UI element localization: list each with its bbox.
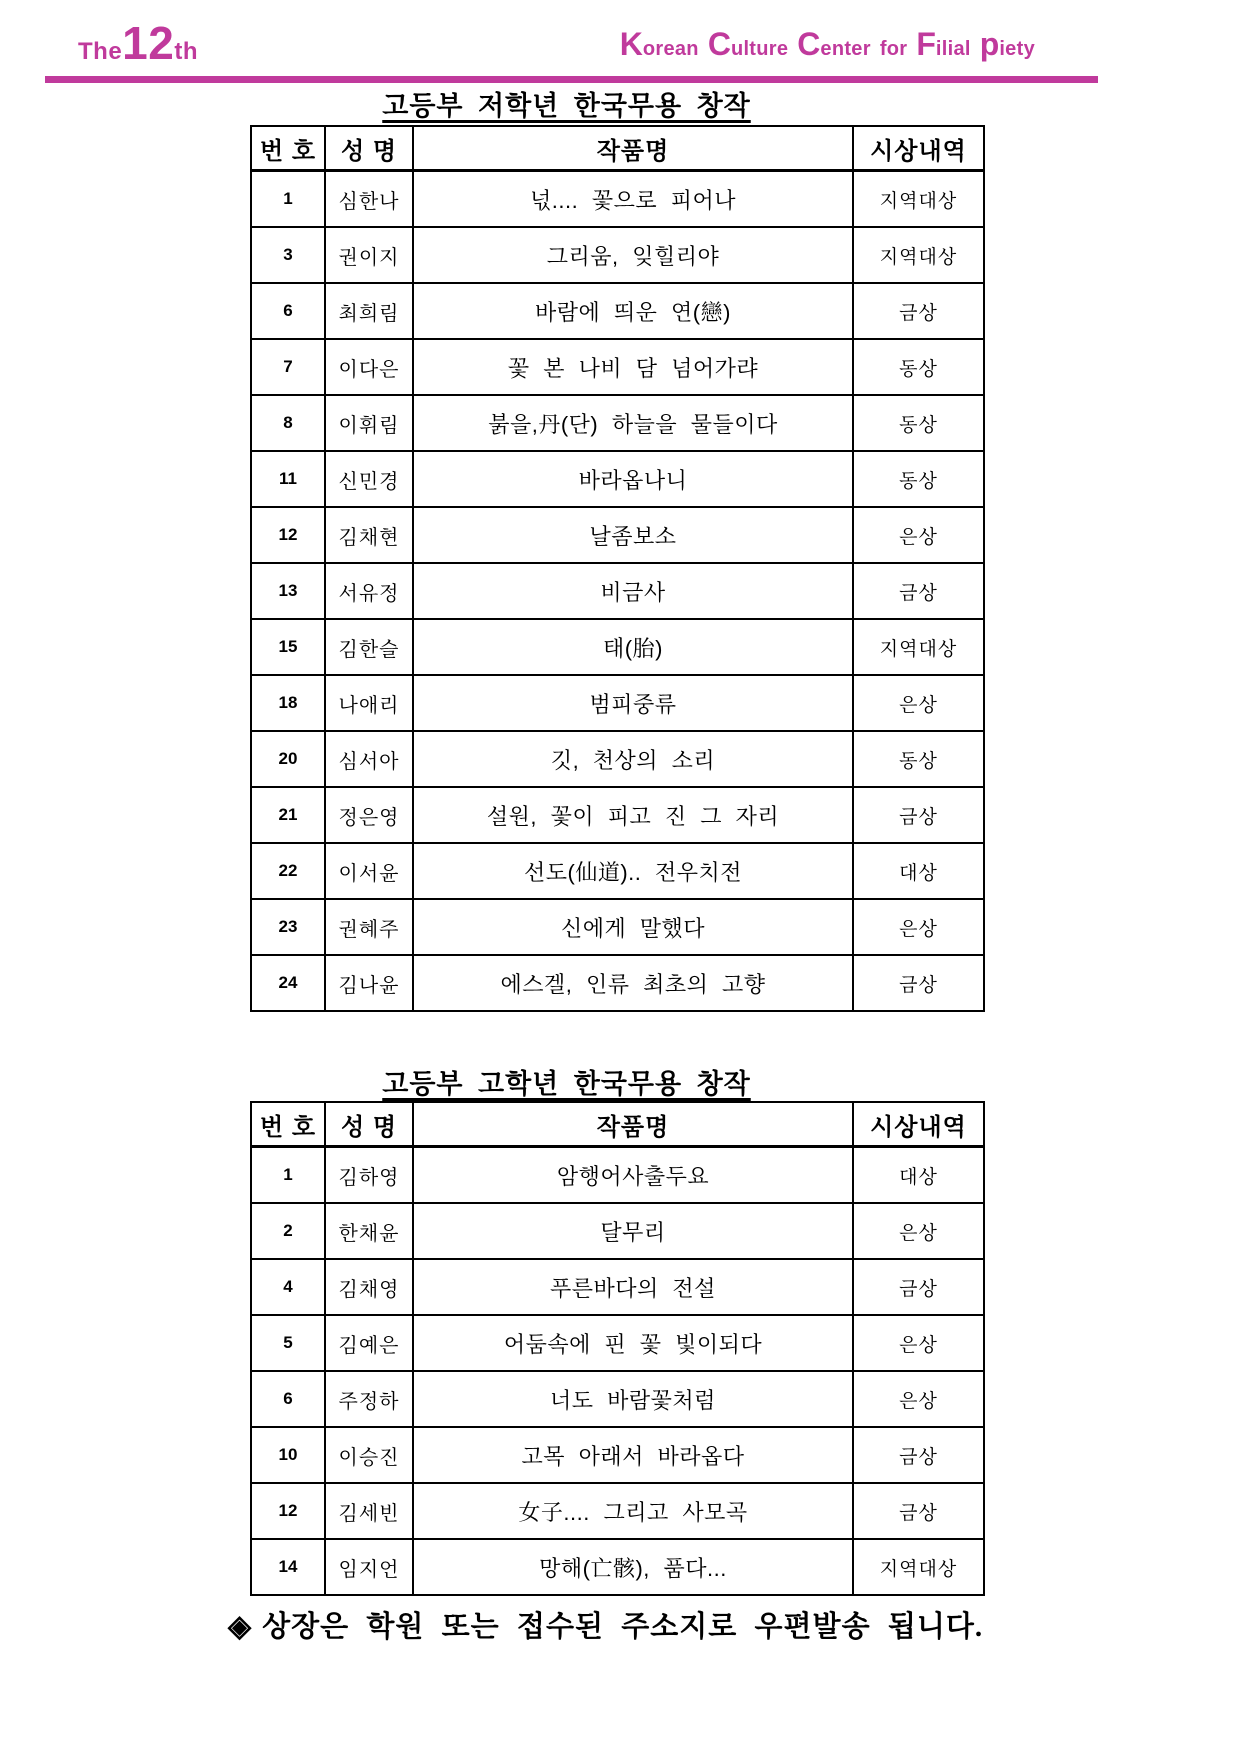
cell-award: 동상 (853, 395, 984, 451)
brand-word: Center (797, 26, 871, 62)
cell-work-title: 넋.... 꽃으로 피어나 (413, 171, 853, 228)
cell-work-title: 태(胎) (413, 619, 853, 675)
table-row (251, 339, 984, 395)
brand-title (620, 26, 1035, 63)
column-header: 번 호 (251, 1102, 325, 1147)
table-row (251, 955, 984, 1011)
table-row (251, 1427, 984, 1483)
footnote (228, 1604, 983, 1645)
cell-name: 신민경 (325, 451, 413, 507)
column-header: 시상내역 (853, 126, 984, 171)
table-row (251, 1203, 984, 1259)
cell-name: 심서아 (325, 731, 413, 787)
cell-name: 임지언 (325, 1539, 413, 1595)
cell-award: 대상 (853, 1147, 984, 1204)
awards-table (250, 1101, 985, 1596)
cell-work-title: 붉을,丹(단) 하늘을 물들이다 (413, 395, 853, 451)
cell-number: 18 (251, 675, 325, 731)
cell-award: 지역대상 (853, 171, 984, 228)
cell-award: 지역대상 (853, 1539, 984, 1595)
table-row (251, 283, 984, 339)
cell-award: 은상 (853, 899, 984, 955)
table-row (251, 1147, 984, 1204)
section-title: 고등부 고학년 한국무용 창작 (382, 1069, 751, 1099)
cell-number: 14 (251, 1539, 325, 1595)
table-row (251, 675, 984, 731)
cell-name: 김채영 (325, 1259, 413, 1315)
cell-award: 금상 (853, 1483, 984, 1539)
cell-award: 지역대상 (853, 619, 984, 675)
cell-name: 김예은 (325, 1315, 413, 1371)
cell-name: 김채현 (325, 507, 413, 563)
cell-name: 한채윤 (325, 1203, 413, 1259)
cell-number: 12 (251, 507, 325, 563)
cell-number: 12 (251, 1483, 325, 1539)
table-row (251, 227, 984, 283)
cell-work-title: 범피중류 (413, 675, 853, 731)
cell-number: 2 (251, 1203, 325, 1259)
cell-name: 서유정 (325, 563, 413, 619)
cell-number: 21 (251, 787, 325, 843)
table-row (251, 563, 984, 619)
table-row (251, 1483, 984, 1539)
cell-work-title: 푸른바다의 전설 (413, 1259, 853, 1315)
header-row (251, 1102, 984, 1147)
cell-award: 대상 (853, 843, 984, 899)
cell-award: 금상 (853, 955, 984, 1011)
cell-work-title: 바람에 띄운 연(戀) (413, 283, 853, 339)
brand-word: piety (979, 26, 1035, 62)
cell-name: 나애리 (325, 675, 413, 731)
cell-work-title: 꽃 본 나비 담 넘어가랴 (413, 339, 853, 395)
cell-number: 23 (251, 899, 325, 955)
cell-work-title: 고목 아래서 바라옵다 (413, 1427, 853, 1483)
cell-award: 금상 (853, 787, 984, 843)
cell-work-title: 에스겔, 인류 최초의 고향 (413, 955, 853, 1011)
cell-work-title: 설원, 꽃이 피고 진 그 자리 (413, 787, 853, 843)
cell-name: 이승진 (325, 1427, 413, 1483)
cell-award: 은상 (853, 1315, 984, 1371)
cell-number: 4 (251, 1259, 325, 1315)
header-rule (45, 76, 1098, 83)
cell-award: 은상 (853, 1203, 984, 1259)
cell-award: 은상 (853, 1371, 984, 1427)
edition-suffix: th (174, 38, 198, 65)
cell-number: 1 (251, 1147, 325, 1204)
column-header: 작품명 (413, 126, 853, 171)
edition-number: 12 (122, 17, 175, 69)
table-row (251, 507, 984, 563)
cell-work-title: 날좀보소 (413, 507, 853, 563)
table-row (251, 843, 984, 899)
column-header: 시상내역 (853, 1102, 984, 1147)
cell-award: 금상 (853, 283, 984, 339)
cell-work-title: 망해(亡骸), 품다... (413, 1539, 853, 1595)
footnote-marker-icon: ◈ (228, 1610, 253, 1643)
column-header: 성 명 (325, 126, 413, 171)
brand-word: Korean (619, 26, 699, 62)
brand-word: for (879, 38, 908, 60)
cell-award: 은상 (853, 507, 984, 563)
cell-work-title: 그리움, 잊힐리야 (413, 227, 853, 283)
table-row (251, 1539, 984, 1595)
table-row (251, 395, 984, 451)
cell-number: 22 (251, 843, 325, 899)
table-row (251, 619, 984, 675)
cell-award: 금상 (853, 563, 984, 619)
cell-award: 은상 (853, 675, 984, 731)
cell-number: 24 (251, 955, 325, 1011)
table-row (251, 1259, 984, 1315)
header-row (251, 126, 984, 171)
cell-award: 금상 (853, 1427, 984, 1483)
cell-name: 이다은 (325, 339, 413, 395)
table-row (251, 731, 984, 787)
cell-work-title: 女子.... 그리고 사모곡 (413, 1483, 853, 1539)
cell-award: 금상 (853, 1259, 984, 1315)
cell-work-title: 너도 바람꽃처럼 (413, 1371, 853, 1427)
column-header: 작품명 (413, 1102, 853, 1147)
cell-award: 동상 (853, 451, 984, 507)
cell-number: 13 (251, 563, 325, 619)
section-title: 고등부 저학년 한국무용 창작 (382, 91, 751, 121)
cell-name: 김세빈 (325, 1483, 413, 1539)
cell-award: 동상 (853, 339, 984, 395)
footnote-text: 상장은 학원 또는 접수된 주소지로 우편발송 됩니다. (262, 1611, 984, 1643)
cell-name: 권혜주 (325, 899, 413, 955)
cell-name: 심한나 (325, 171, 413, 228)
table-row (251, 171, 984, 228)
cell-number: 1 (251, 171, 325, 228)
cell-award: 지역대상 (853, 227, 984, 283)
cell-number: 8 (251, 395, 325, 451)
cell-name: 김한슬 (325, 619, 413, 675)
cell-number: 10 (251, 1427, 325, 1483)
edition-badge (78, 17, 198, 69)
cell-work-title: 신에게 말했다 (413, 899, 853, 955)
table-row (251, 1371, 984, 1427)
cell-number: 7 (251, 339, 325, 395)
cell-name: 김나윤 (325, 955, 413, 1011)
cell-name: 이휘림 (325, 395, 413, 451)
cell-work-title: 깃, 천상의 소리 (413, 731, 853, 787)
table-row (251, 787, 984, 843)
column-header: 번 호 (251, 126, 325, 171)
edition-the: The (78, 38, 123, 65)
cell-number: 6 (251, 283, 325, 339)
cell-name: 김하영 (325, 1147, 413, 1204)
cell-number: 6 (251, 1371, 325, 1427)
cell-work-title: 어둠속에 핀 꽃 빛이되다 (413, 1315, 853, 1371)
cell-name: 권이지 (325, 227, 413, 283)
cell-work-title: 선도(仙道).. 전우치전 (413, 843, 853, 899)
cell-work-title: 암행어사출두요 (413, 1147, 853, 1204)
awards-table (250, 125, 985, 1012)
table-row (251, 1315, 984, 1371)
cell-number: 5 (251, 1315, 325, 1371)
brand-word: Filial (916, 26, 971, 62)
cell-number: 11 (251, 451, 325, 507)
cell-name: 최희림 (325, 283, 413, 339)
cell-work-title: 달무리 (413, 1203, 853, 1259)
cell-name: 주정하 (325, 1371, 413, 1427)
table-row (251, 899, 984, 955)
cell-name: 이서윤 (325, 843, 413, 899)
brand-word: Culture (707, 26, 789, 62)
cell-name: 정은영 (325, 787, 413, 843)
cell-award: 동상 (853, 731, 984, 787)
column-header: 성 명 (325, 1102, 413, 1147)
cell-work-title: 비금사 (413, 563, 853, 619)
cell-number: 3 (251, 227, 325, 283)
cell-work-title: 바라옵나니 (413, 451, 853, 507)
cell-number: 20 (251, 731, 325, 787)
cell-number: 15 (251, 619, 325, 675)
table-row (251, 451, 984, 507)
